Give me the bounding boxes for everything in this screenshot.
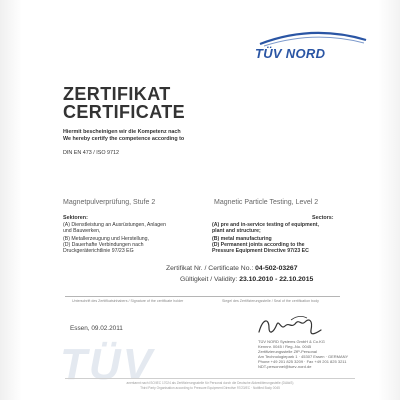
sector-item-german: (B) Metallerzeugung und Herstellung,: [63, 236, 149, 242]
tuv-nord-logo: [252, 30, 370, 64]
certificate-number-row: [166, 265, 297, 272]
certificate-number-label: Zertifikat Nr. / Certificate No.:: [166, 265, 254, 272]
validity-period: 23.10.2010 - 22.10.2015: [239, 276, 314, 283]
sector-item-english: plant and structure;: [212, 228, 261, 234]
title-german: ZERTIFIKAT: [63, 84, 171, 104]
sector-item-english: (A) pre and in-service testing of equipment,: [212, 222, 319, 228]
standard-reference: DIN EN 473 / ISO 9712: [63, 150, 120, 156]
signer-line: Zertifizierungsstelle ZfP-Personal: [258, 349, 317, 354]
signature-icon: [255, 312, 327, 340]
seal-caption: Siegel des Zertifizierungsstelle / Seal of the certification body: [222, 299, 319, 303]
signer-line: TÜV NORD Systems GmbH & Co.KG: [258, 339, 325, 344]
page-shadow-left: [0, 0, 22, 400]
holder-signature-caption: Unterschrift des Zertifikatsinhabers / Signature of the certificate holder: [72, 299, 184, 303]
signer-line: Kennnr. 0045 / Reg.-No. 0045: [258, 344, 312, 349]
validity-row: [180, 276, 313, 283]
sectors-title-english: Sectors:: [312, 215, 334, 221]
tuv-watermark: TÜV: [60, 340, 154, 389]
footer-divider: [65, 378, 355, 379]
signer-block: [258, 339, 348, 369]
certificate-number: 04-502-03267: [255, 265, 298, 272]
title-english: CERTIFICATE: [63, 102, 186, 122]
sectors-title-german: Sektoren:: [63, 215, 88, 221]
sector-item-german: (D) Dauerhafte Verbindungen nach: [63, 242, 144, 248]
footer-line: anerkannt nach ISO/IEC 17024 als Zertifizierungsstelle für Personal durch die Deutsche Akkreditierungsstelle (DAkkS): [126, 381, 294, 385]
signer-line: NDT-personnel@tuev-nord.de: [258, 364, 312, 369]
sector-item-english: (B) metal manufacturing: [212, 236, 272, 242]
signature-line: [65, 296, 340, 297]
sector-item-german: (A) Dienstleistung an Ausrüstungen, Anlagen: [63, 222, 166, 228]
place-and-date: Essen, 09.02.2011: [70, 325, 123, 332]
sector-item-german: Druckgeräterichtlinie 97/23 EG: [63, 248, 134, 254]
signer-line: Phone +49 201 825 3209 · Fax +49 201 825 3211: [258, 359, 347, 364]
signer-line: Am Technologiepark 1 · 45307 Essen · GERMANY: [258, 354, 349, 359]
sector-item-german: und Bauwerken,: [63, 228, 101, 234]
page-shadow-right: [378, 0, 400, 400]
statement-english: We hereby certify the competence according to: [63, 136, 185, 142]
method-english: Magnetic Particle Testing, Level 2: [214, 199, 319, 206]
sector-item-english: Pressure Equipment Directive 97/23 EC: [212, 248, 309, 254]
logo-text: TÜV NORD: [255, 46, 326, 61]
method-german: Magnetpulverprüfung, Stufe 2: [63, 199, 156, 206]
footer-line: Third Party Organisation according to Pressure Equipment Directive 97/23/EC · Notified Body 0045: [140, 386, 280, 390]
sector-item-english: (D) Permanent joints according to the: [212, 242, 305, 248]
validity-label: Gültigkeit / Validity:: [180, 276, 238, 283]
statement-german: Hiermit bescheinigen wir die Kompetenz nach: [63, 129, 181, 135]
